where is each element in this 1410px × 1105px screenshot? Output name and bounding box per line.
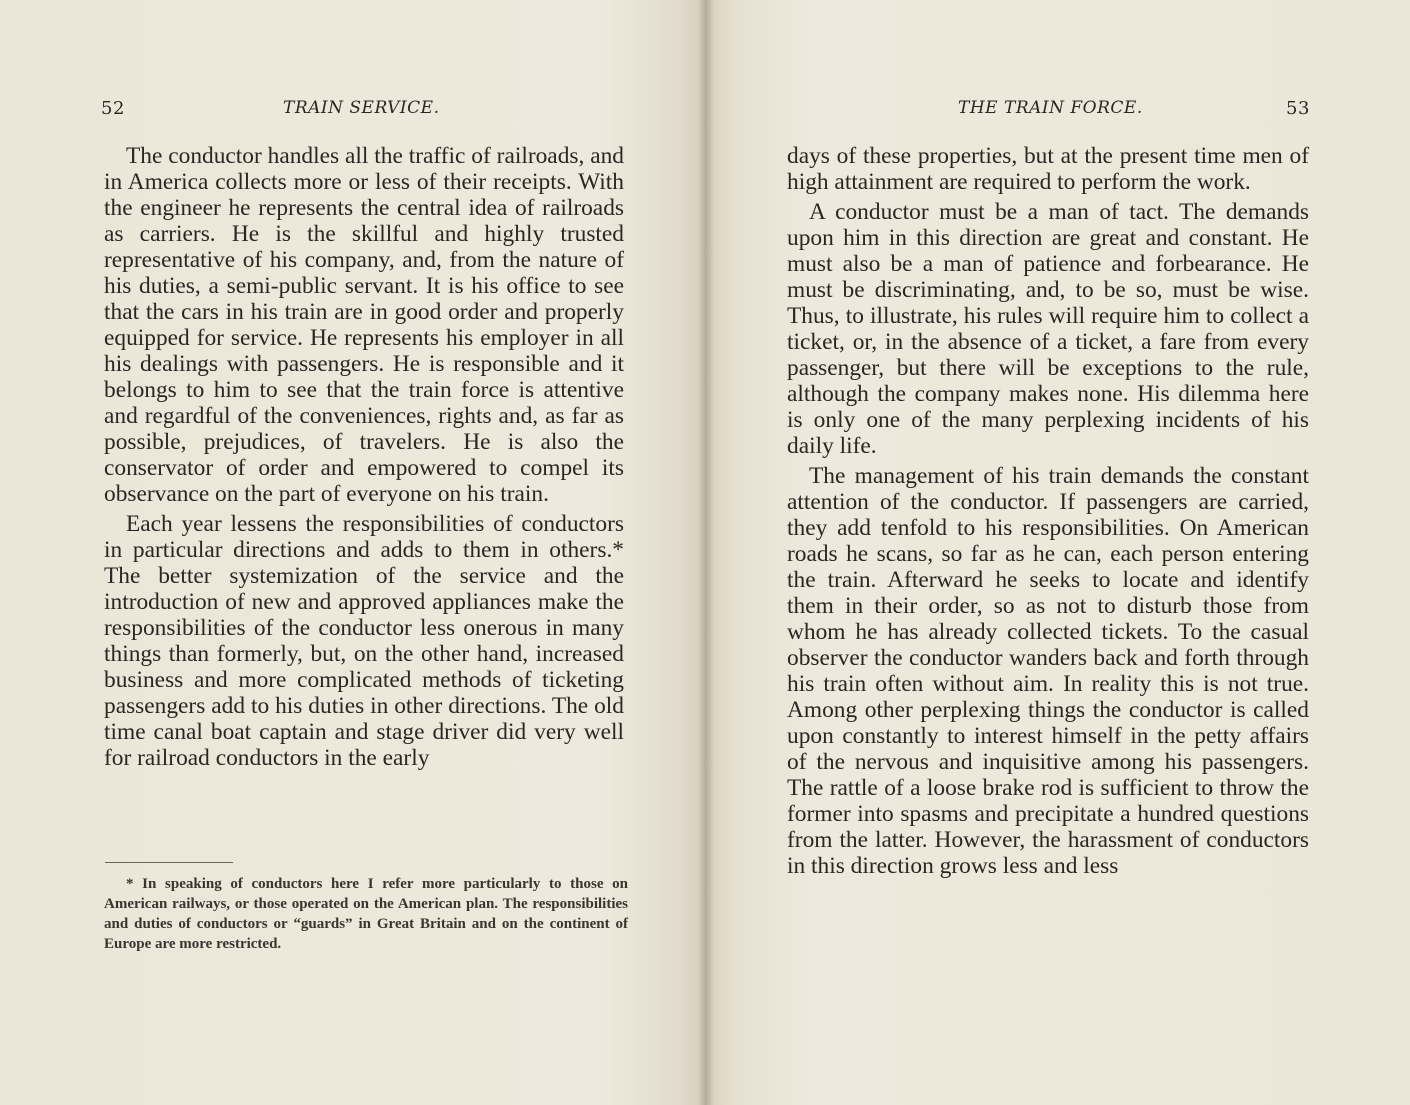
left-page-body bbox=[104, 143, 624, 771]
footnote-rule bbox=[105, 862, 233, 863]
paragraph: The conductor handles all the traffic of railroads, and in America collects more or less of their receipts. With the engineer he represents the central idea of railroads as carriers. He is the skillful and highly trusted representative of his company, and, from the nature of his duties, a semi-public servant. It is his office to see that the cars in his train are in good order and properly equipped for service. He represents his employer in all his dealings with passengers. He is responsible and it belongs to him to see that the train force is attentive and regardful of the conveniences, rights and, as far as possible, prejudices, of travelers. He is also the conservator of order and empowered to compel its observance on the part of everyone on his train. bbox=[104, 143, 624, 507]
right-page-body bbox=[787, 143, 1309, 879]
paragraph: A conductor must be a man of tact. The demands upon him in this direction are great and constant. He must also be a man of patience and forbearance. He must be discriminating, and, to be so, must be wise. Thus, to illustrate, his rules will require him to collect a ticket, or, in the absence of a ticket, a fare from every passenger, but there will be exceptions to the rule, although the company makes none. His dilemma here is only one of the many perplexing incidents of his daily life. bbox=[787, 199, 1309, 459]
page-number-right: 53 bbox=[1286, 98, 1310, 119]
book-gutter bbox=[698, 0, 714, 1105]
page-number-left: 52 bbox=[101, 98, 125, 119]
running-head-right: THE TRAIN FORCE. bbox=[958, 98, 1143, 118]
paragraph-continuation: days of these properties, but at the present time men of high attainment are required to perform the work. bbox=[787, 143, 1309, 195]
footnote bbox=[104, 874, 628, 954]
right-page bbox=[706, 0, 1410, 1105]
paragraph: Each year lessens the responsibilities of conductors in particular directions and adds to them in others.* The better systemization of the service and the introduction of new and approved appliances make the responsibilities of the conductor less onerous in many things than formerly, but, on the other hand, increased business and more complicated methods of ticketing passengers add to his duties in other directions. The old time canal boat captain and stage driver did very well for railroad conductors in the early bbox=[104, 511, 624, 771]
footnote-text: * In speaking of conductors here I refer more particularly to those on American railways, or those operated on the American plan. The responsibilities and duties of conductors or “guards” in Great Britain and on the continent of Europe are more restricted. bbox=[104, 876, 628, 952]
running-head-left: TRAIN SERVICE. bbox=[283, 98, 440, 118]
paragraph: The management of his train demands the constant attention of the conductor. If passengers are carried, they add tenfold to his responsibilities. On American roads he scans, so far as he can, each person entering the train. Afterward he seeks to locate and identify them in their order, so as not to disturb those from whom he has already collected tickets. To the casual observer the conductor wanders back and forth through his train often without aim. In reality this is not true. Among other perplexing things the conductor is called upon constantly to interest himself in the petty affairs of the nervous and inquisitive among his passengers. The rattle of a loose brake rod is sufficient to throw the former into spasms and precipitate a hundred questions from the latter. However, the harassment of conductors in this direction grows less and less bbox=[787, 463, 1309, 879]
